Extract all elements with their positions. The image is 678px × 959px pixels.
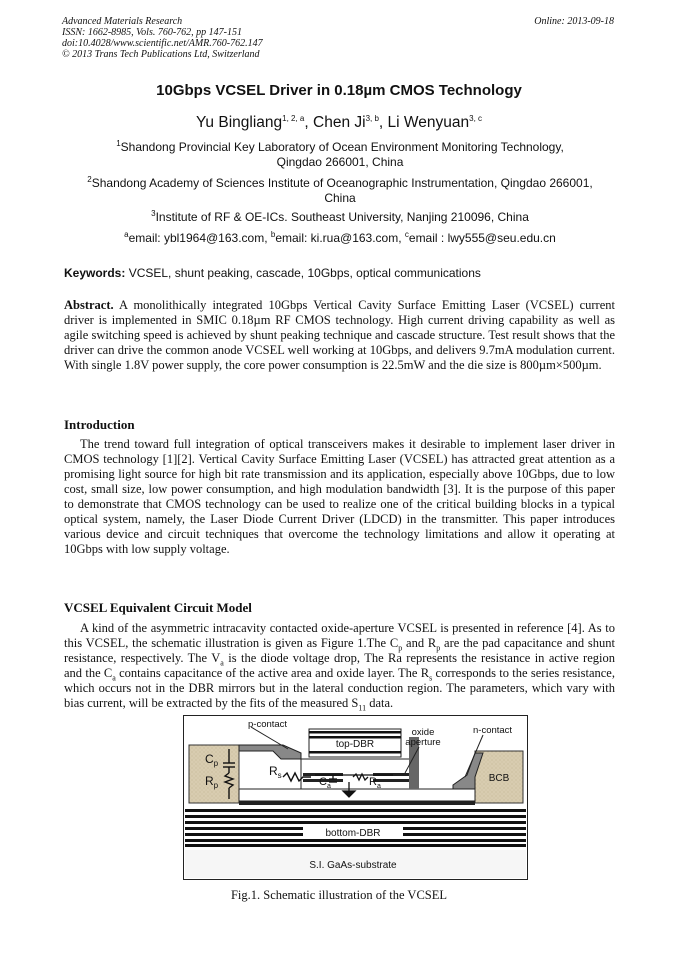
author-name: Li Wenyuan: [387, 114, 470, 131]
text-run: data.: [366, 696, 394, 710]
text-run: contains capacitance of the active area and oxide layer. The R: [115, 666, 430, 680]
email-b: email: ki.rua@163.com,: [275, 231, 405, 245]
oxide-layer-right2: [373, 779, 409, 782]
abstract-text: A monolithically integrated 10Gbps Vertical Cavity Surface Emitting Laser (VCSEL) current driver is implemented in SMIC 0.18µm RF CMOS technology. High current driving capability as well as agile switching speed is achieved by shunt peaking technique and cascade structure. Test result shows that the driver can drive the common anode VCSEL well working at 10Gbps, and delivers 9.7mA modulation current. With single 1.8V power supply, the core power consumption is 22.5mW and the die size is 800µm×500µm.: [64, 298, 615, 372]
journal-name: Advanced Materials Research: [62, 16, 183, 27]
email-line: [70, 231, 610, 246]
doi: doi:10.4028/www.scientific.net/AMR.760-762.147: [62, 38, 263, 49]
affiliation-text: Qingdao 266001, China: [276, 155, 404, 169]
affiliation-3: [70, 210, 610, 225]
substrate-label: S.I. GaAs-substrate: [309, 860, 397, 871]
affiliation-text: Shandong Provincial Key Laboratory of Ocean Environment Monitoring Technology,: [120, 140, 564, 154]
vcsel-schematic: [183, 715, 528, 880]
affiliation-text: China: [324, 191, 356, 205]
introduction-text: The trend toward full integration of optical transceivers makes it desirable to implement laser driver in CMOS technology [1][2]. Vertical Cavity Surface Emitting Laser (VCSEL) has attracted great attention as a promising light source for high bit rate transmission and its application, especially above 10Gbps, due to low cost, small size, low power consumption, and high modulation bandwidth [3]. It is the purpose of this paper to demonstrate that CMOS technology can be used to realize one of the critical building blocks in a typical optical system, namely, the Laser Diode Current Driver (LDCD) in the transmitter. This paper introduces various device and circuit techniques that overcome the technology limitations and allow it operating at 10Gbps with low supply voltage.: [64, 437, 615, 556]
subscript: a: [220, 658, 224, 668]
text-run: and R: [402, 636, 437, 650]
text-run: are the pad capacitance and shunt resistance, respectively. The V: [64, 636, 615, 665]
figure-caption: Fig.1. Schematic illustration of the VCSEL: [230, 888, 448, 902]
subscript: p: [398, 643, 403, 653]
bcb-label: BCB: [488, 773, 510, 784]
author-sup: 3, b: [365, 113, 379, 123]
left-bcb-block: [189, 745, 239, 803]
email-sup: b: [270, 230, 276, 239]
top-dbr-label: top-DBR: [335, 739, 375, 750]
keywords: [64, 266, 481, 280]
keywords-text: VCSEL, shunt peaking, cascade, 10Gbps, optical communications: [125, 266, 481, 280]
affiliation-text: Institute of RF & OE-ICs. Southeast University, Nanjing 210096, China: [155, 210, 529, 224]
vcsel-text: [64, 621, 615, 711]
author-sup: 3, c: [469, 113, 483, 123]
bottom-dbr-label: bottom-DBR: [325, 828, 381, 839]
email-c: email : lwy555@seu.edu.cn: [408, 231, 556, 245]
author-sup: 1, 2, a: [282, 113, 305, 123]
author-list: Yu Bingliang$^{1, 2, a}$, Chen Ji$^{3, b}$, Li Wenyuan$^{3, c}$: [195, 113, 483, 131]
p-contact-label: p-contact: [248, 719, 288, 730]
journal-header: [62, 16, 263, 60]
cp-label: $C_p$: [205, 752, 219, 768]
affiliation-sup: 1: [116, 139, 121, 148]
subscript: s: [429, 673, 433, 683]
abstract-label: Abstract.: [64, 298, 114, 312]
rp-label: $R_p$: [205, 774, 219, 790]
n-contact-label: n-contact: [473, 725, 513, 736]
ra-label: $R_a$: [369, 776, 381, 790]
subscript: p: [436, 643, 441, 653]
affiliation-text: Shandong Academy of Sciences Institute of Oceanographic Instrumentation, Qingdao 266001,: [91, 176, 593, 190]
abstract: [64, 298, 615, 373]
subscript: a: [112, 673, 116, 683]
email-sup: c: [404, 230, 409, 239]
subscript: 11: [358, 703, 367, 713]
affiliation-1: [70, 140, 610, 170]
section-heading-vcsel: VCSEL Equivalent Circuit Model: [64, 600, 252, 615]
author-name: Chen Ji: [313, 114, 366, 131]
paper-title: 10Gbps VCSEL Driver in 0.18µm CMOS Technology: [156, 82, 522, 99]
text-run: is the diode voltage drop, The Ra represents the resistance in active region and the C: [64, 651, 615, 680]
text-run: corresponds to the series resistance, which occurs not in the DBR mirrors but in the lateral conduction region. The parameters, which vary with bias current, will be extracted by the fits of the measured S: [64, 666, 615, 710]
aperture-label: aperture: [405, 737, 441, 748]
section-heading-introduction: Introduction: [64, 417, 135, 432]
affiliation-2: [64, 176, 616, 206]
email-sup: a: [124, 230, 129, 239]
contact-layer-bar: [239, 801, 475, 805]
rs-label: $R_s$: [269, 764, 282, 780]
online-date: Online: 2013-09-18: [534, 16, 614, 27]
email-a: email: ybl1964@163.com,: [128, 231, 271, 245]
ca-label: $C_a$: [319, 776, 331, 790]
text-run: A kind of the asymmetric intracavity contacted oxide-aperture VCSEL is presented in reference [4]. As to this VCSEL, the schematic illustration is given as Figure 1.The C: [64, 621, 615, 650]
contact-layer: [239, 789, 475, 801]
affiliation-sup: 3: [151, 209, 156, 218]
issn: ISSN: 1662-8985, Vols. 760-762, pp 147-151: [62, 27, 242, 38]
vcsel-figure: [183, 715, 528, 880]
oxide-label: oxide: [411, 727, 435, 738]
copyright: © 2013 Trans Tech Publications Ltd, Switzerland: [62, 49, 260, 60]
affiliation-sup: 2: [87, 175, 92, 184]
keywords-label: Keywords:: [64, 266, 126, 280]
author-name: Yu Bingliang: [195, 114, 283, 131]
